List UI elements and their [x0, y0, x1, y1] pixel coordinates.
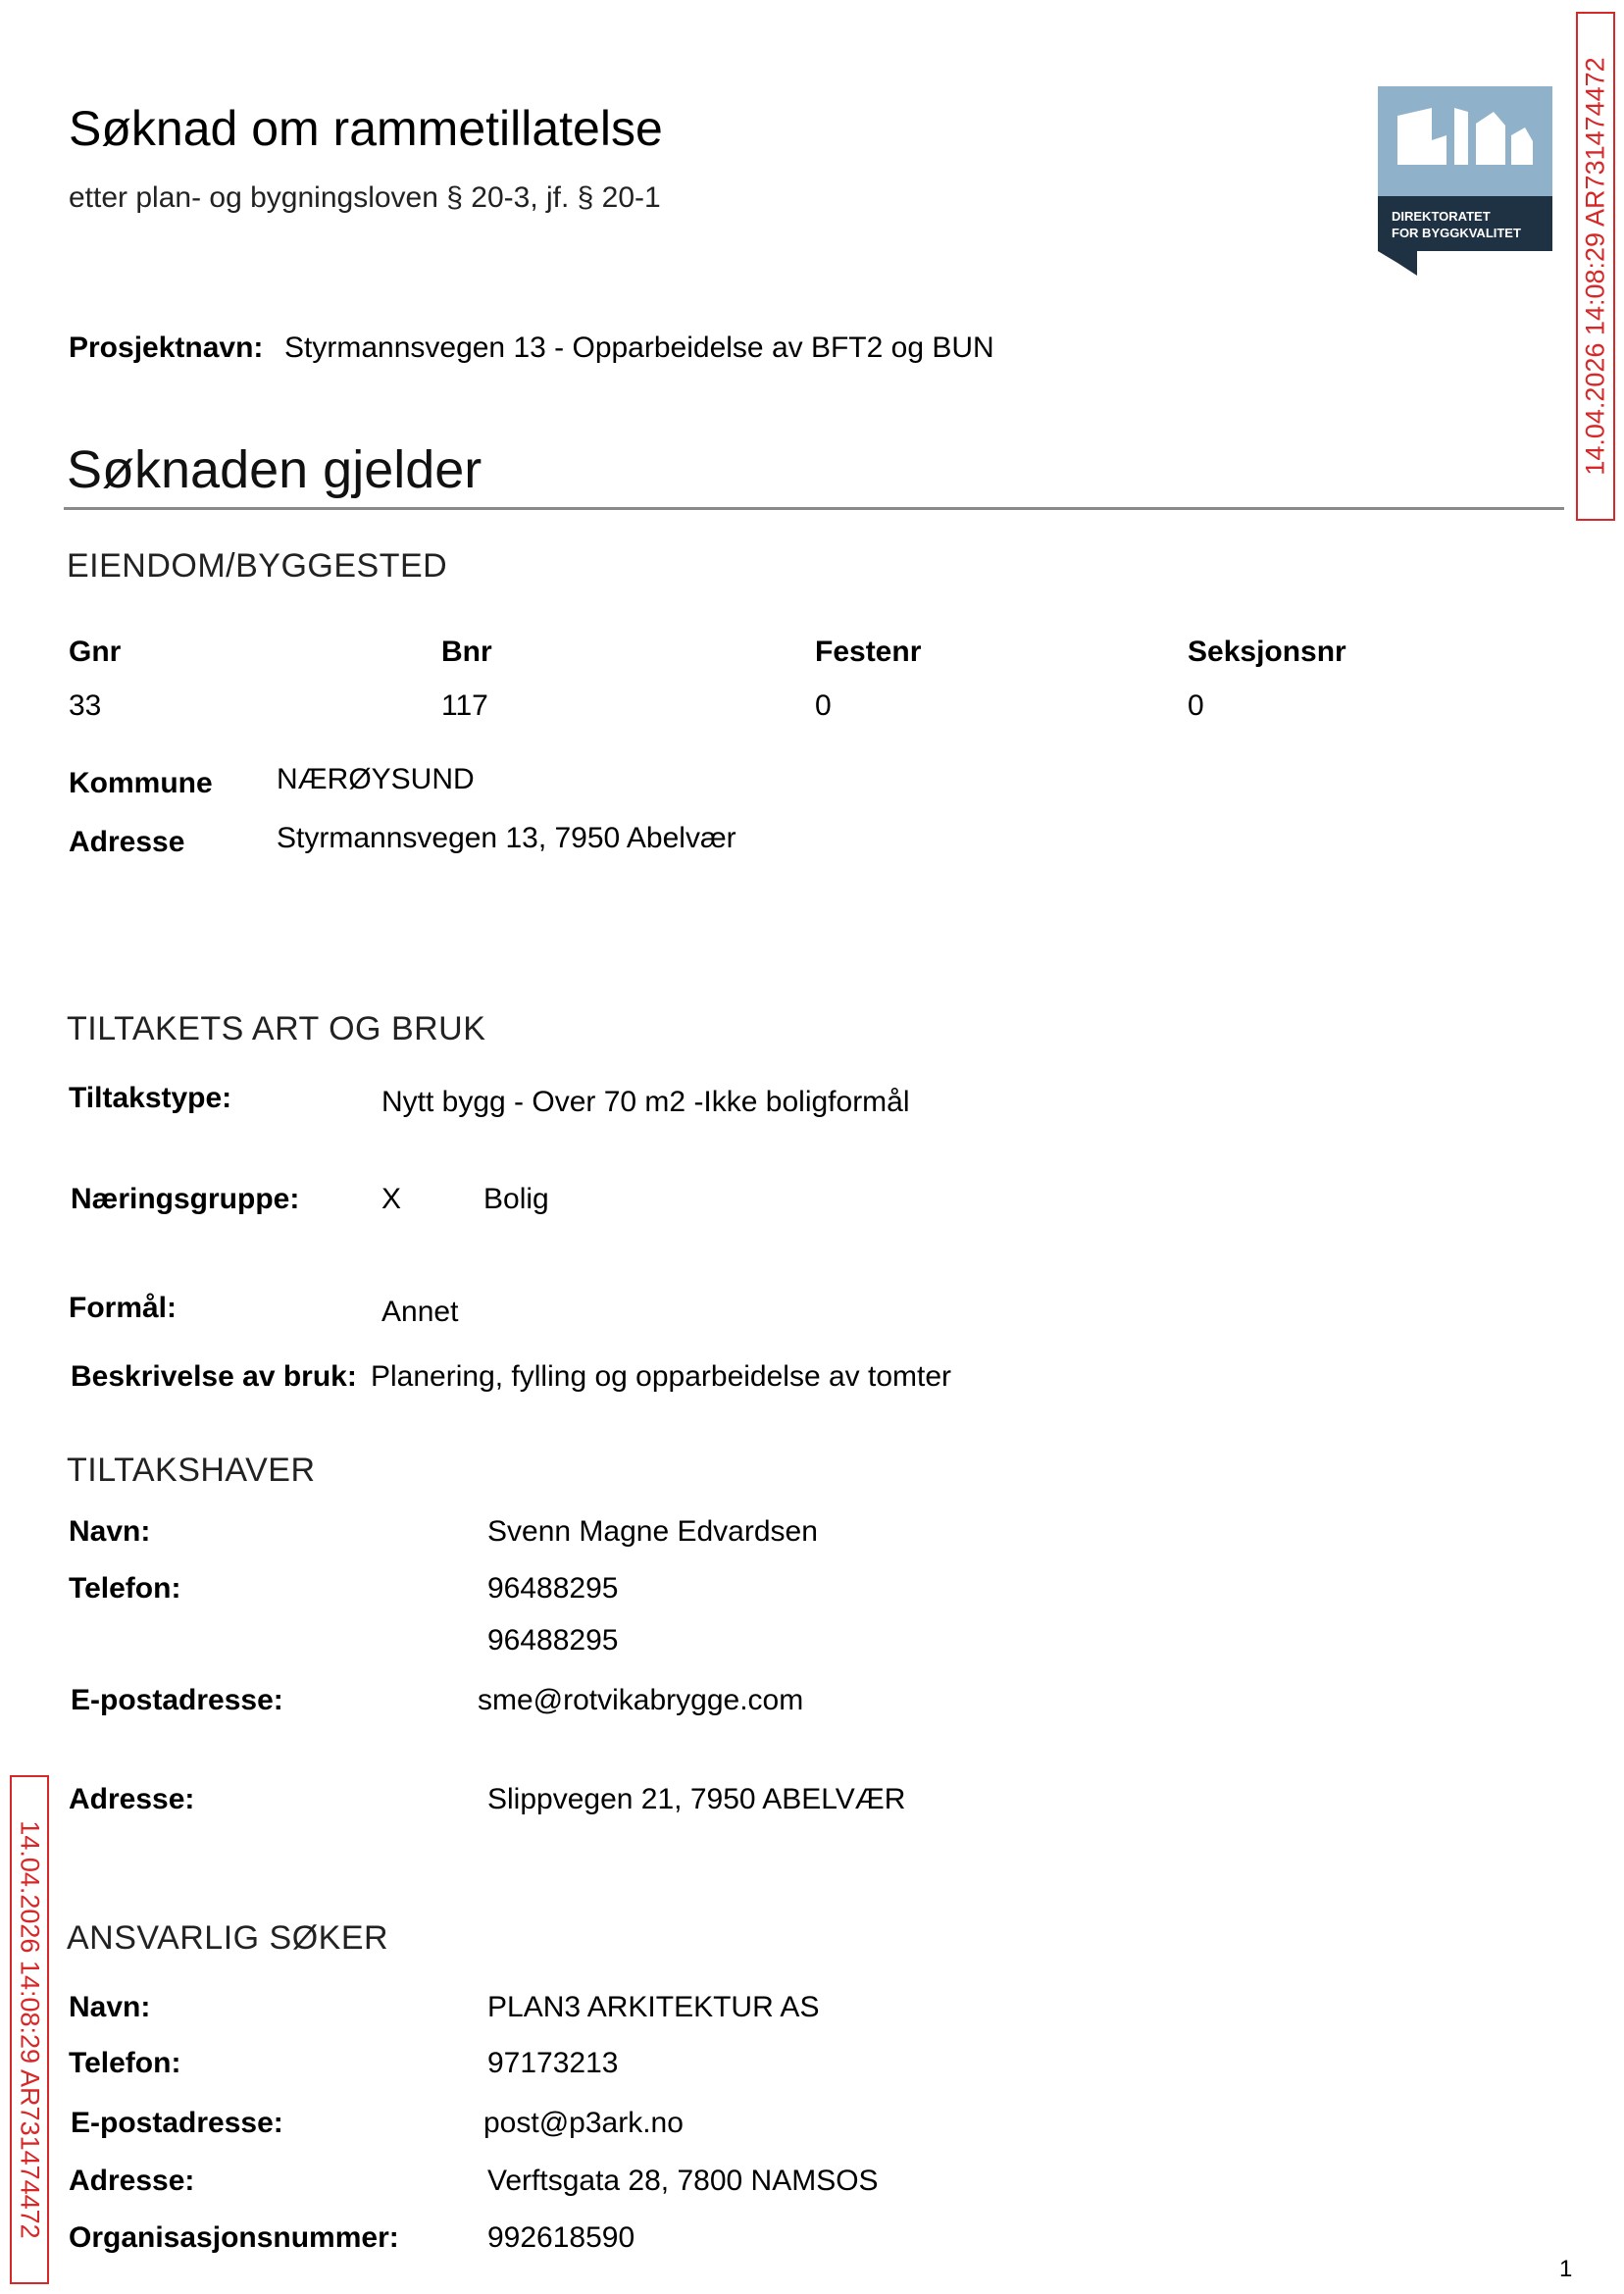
project-label: Prosjektnavn: [69, 331, 264, 364]
tiltakshaver-epost-label: E-postadresse: [71, 1684, 283, 1716]
document-title: Søknad om rammetillatelse [69, 101, 663, 156]
formaal-value: Annet [381, 1296, 459, 1328]
section-heading-property: EIENDOM/BYGGESTED [67, 547, 448, 585]
organisasjonsnummer-value: 992618590 [487, 2221, 635, 2254]
document-subtitle: etter plan- og bygningsloven § 20-3, jf. § 20-1 [69, 181, 661, 214]
logo-line1: DIREKTORATET [1392, 209, 1491, 224]
timestamp-stamp-top: 14.04.2026 14:08:29 AR731474472 [1576, 12, 1615, 521]
soker-epost: post@p3ark.no [483, 2107, 684, 2139]
dibk-logo-icon [1378, 86, 1552, 276]
main-heading: Søknaden gjelder [67, 440, 482, 499]
section-heading-soker: ANSVARLIG SØKER [67, 1919, 389, 1957]
tiltakshaver-telefon-label: Telefon: [69, 1572, 181, 1605]
soker-telefon-label: Telefon: [69, 2047, 181, 2079]
soker-navn-label: Navn: [69, 1991, 151, 2023]
bruk-label: Beskrivelse av bruk: [71, 1360, 357, 1393]
tiltakshaver-adresse: Slippvegen 21, 7950 ABELVÆR [487, 1783, 906, 1815]
logo-line2: FOR BYGGKVALITET [1392, 226, 1521, 240]
naeringsgruppe-value: Bolig [483, 1183, 549, 1215]
column-seksjonsnr: Seksjonsnr [1188, 636, 1346, 668]
tiltakstype-label: Tiltakstype: [69, 1082, 232, 1114]
tiltakshaver-navn: Svenn Magne Edvardsen [487, 1515, 818, 1548]
timestamp-stamp-bottom: 14.04.2026 14:08:29 AR731474472 [10, 1775, 49, 2284]
section-heading-tiltak: TILTAKETS ART OG BRUK [67, 1010, 486, 1047]
soker-telefon: 97173213 [487, 2047, 619, 2079]
tiltakshaver-epost: sme@rotvikabrygge.com [478, 1684, 804, 1716]
bruk-value: Planering, fylling og opparbeidelse av tomter [371, 1360, 952, 1393]
soker-adresse-label: Adresse: [69, 2165, 195, 2197]
naeringsgruppe-label: Næringsgruppe: [71, 1183, 300, 1215]
formaal-label: Formål: [69, 1292, 178, 1324]
adresse-value: Styrmannsvegen 13, 7950 Abelvær [277, 822, 736, 854]
heading-divider [64, 507, 1564, 510]
kommune-label: Kommune [69, 767, 213, 799]
tiltakshaver-adresse-label: Adresse: [69, 1783, 195, 1815]
column-bnr: Bnr [441, 636, 492, 668]
column-gnr: Gnr [69, 636, 122, 668]
project-name: Styrmannsvegen 13 - Opparbeidelse av BFT2 og BUN [284, 331, 994, 364]
kommune-value: NÆRØYSUND [277, 763, 475, 795]
column-festenr: Festenr [815, 636, 922, 668]
value-festenr: 0 [815, 689, 832, 722]
naeringsgruppe-code: X [381, 1183, 402, 1215]
tiltakshaver-navn-label: Navn: [69, 1515, 151, 1548]
soker-navn: PLAN3 ARKITEKTUR AS [487, 1991, 820, 2023]
tiltakshaver-telefon-1: 96488295 [487, 1572, 619, 1605]
adresse-label: Adresse [69, 826, 185, 858]
tiltakshaver-telefon-2: 96488295 [487, 1624, 619, 1657]
value-gnr: 33 [69, 689, 102, 722]
value-seksjonsnr: 0 [1188, 689, 1204, 722]
organisasjonsnummer-label: Organisasjonsnummer: [69, 2221, 399, 2254]
tiltakstype-value: Nytt bygg - Over 70 m2 -Ikke boligformål [381, 1086, 910, 1118]
soker-epost-label: E-postadresse: [71, 2107, 283, 2139]
soker-adresse: Verftsgata 28, 7800 NAMSOS [487, 2165, 879, 2197]
page-number: 1 [1559, 2256, 1573, 2282]
section-heading-tiltakshaver: TILTAKSHAVER [67, 1452, 316, 1489]
value-bnr: 117 [441, 689, 488, 722]
